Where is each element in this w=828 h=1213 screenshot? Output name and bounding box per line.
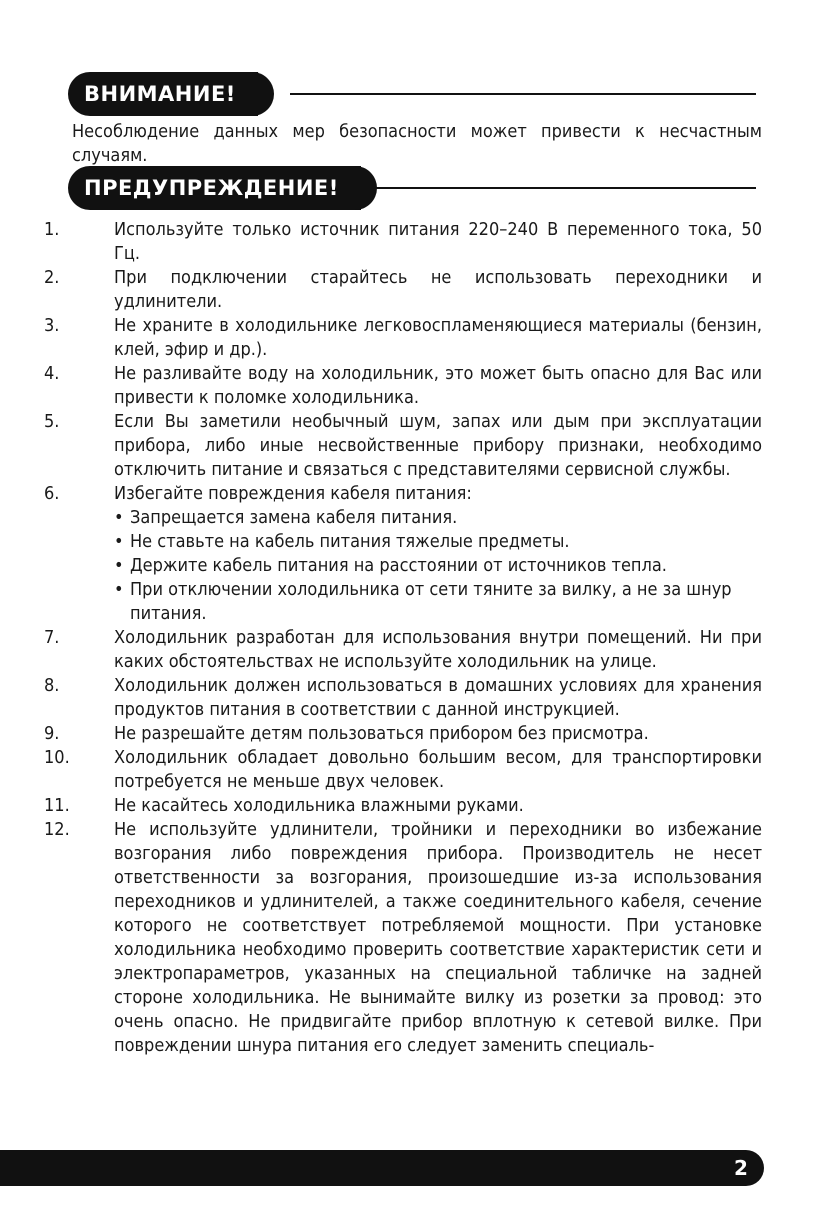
list-item: 4. Не разливайте воду на холодильник, это может быть опасно для Вас или привести к поломке холодильника. [44, 363, 762, 408]
warning-title: ВНИМАНИЕ! [68, 72, 258, 116]
caution-heading [68, 166, 756, 210]
warning-heading-rule [290, 93, 756, 95]
warning-text: Несоблюдение данных мер безопасности может привести к несчастным случаям. [72, 121, 762, 166]
list-item: 7. Холодильник разработан для использования внутри помещений. Ни при каких обстоятельствах не используйте холодильник на улице. [44, 627, 762, 672]
safety-list [44, 218, 762, 1058]
list-item: 1. Используйте только источник питания 220–240 В переменного тока, 50 Гц. [44, 219, 762, 264]
sub-item: • Запрещается замена кабеля питания. [114, 506, 762, 530]
list-item: 3. Не храните в холодильнике легковоспламеняющиеся материалы (бензин, клей, эфир и др.). [44, 315, 762, 360]
list-item: 6. Избегайте повреждения кабеля питания: • Запрещается замена кабеля питания. • Не ставьте на кабель питания тяжелые предметы. • Держите кабель питания на расстоянии от источников тепла. • При отключении холодильника от сети тяните за вилку, а не за шнур питания. [44, 482, 762, 626]
list-item: 11. Не касайтесь холодильника влажными руками. [44, 795, 524, 816]
cable-sublist [114, 506, 762, 626]
list-item: 2. При подключении старайтесь не использовать переходники и удлинители. [44, 267, 762, 312]
page-number: 2 [734, 1156, 748, 1180]
warning-heading [68, 72, 756, 116]
caution-title: ПРЕДУПРЕЖДЕНИЕ! [68, 166, 361, 210]
list-item: 10. Холодильник обладает довольно большим весом, для транспортировки потребуется не меньше двух человек. [44, 747, 762, 792]
list-item: 8. Холодильник должен использоваться в домашних условиях для хранения продуктов питания в соответствии с данной инструкцией. [44, 675, 762, 720]
sub-item: • При отключении холодильника от сети тяните за вилку, а не за шнур питания. [114, 578, 762, 626]
sub-item: • Держите кабель питания на расстоянии от источников тепла. [114, 554, 762, 578]
list-item: 9. Не разрешайте детям пользоваться прибором без присмотра. [44, 723, 649, 744]
sub-item: • Не ставьте на кабель питания тяжелые предметы. [114, 530, 762, 554]
caution-heading-rule [370, 187, 756, 189]
list-item: 12. Не используйте удлинители, тройники и переходники во избежание возгорания либо повреждения прибора. Производитель не несет ответственности за возгорания, произошедшие из-за использования переходников и удлинителей, а также соединительного кабеля, сечение которого не соответствует потребляемой мощности. При установке холодильника необходимо проверить соответствие характеристик сети и электропараметров, указанных на специальной табличке на задней стороне холодильника. Не вынимайте вилку из розетки за провод: это очень опасно. Не придвигайте прибор вплотную к сетевой вилке. При повреждении шнура питания его следует заменить специаль- [44, 819, 762, 1056]
footer-bar [0, 1150, 764, 1186]
list-item: 5. Если Вы заметили необычный шум, запах или дым при эксплуатации прибора, либо иные несвойственные прибору признаки, необходимо отключить питание и связаться с представителями сервисной службы. [44, 411, 762, 480]
